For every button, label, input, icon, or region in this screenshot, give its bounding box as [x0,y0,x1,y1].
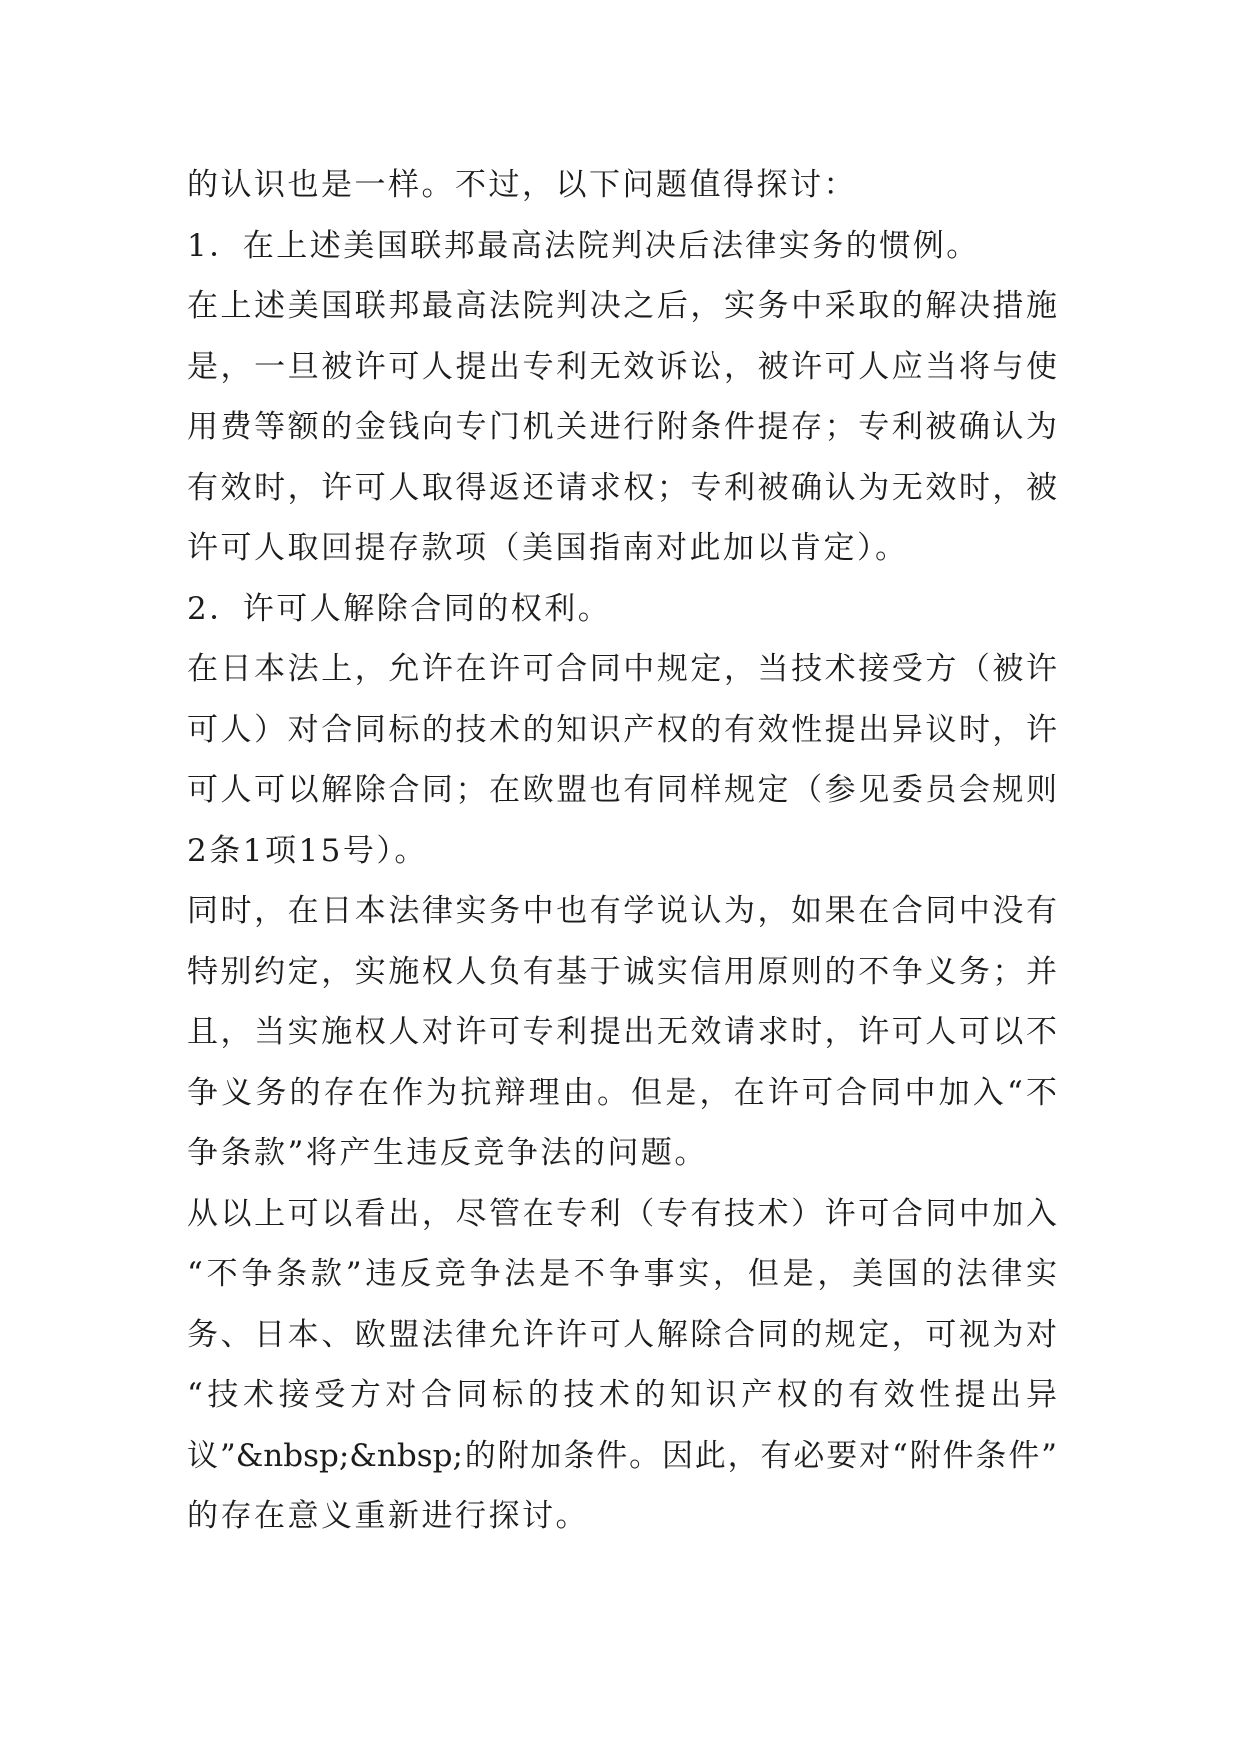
text-line: 从以上可以看出，尽管在专利（专有技术）许可合同中加入 [187,1195,1057,1232]
text-line: “技术接受方对合同标的技术的知识产权的有效性提出异 [187,1377,1057,1413]
text-line: 有效时，许可人取得返还请求权；专利被确认为无效时，被 [187,469,1057,506]
text-line: 同时，在日本法律实务中也有学说认为，如果在合同中没有 [187,893,1057,929]
text-line: 在上述美国联邦最高法院判决之后，实务中采取的解决措施 [187,288,1057,324]
text-line: 议”&nbsp;&nbsp;的附加条件。因此，有必要对“附件条件” [187,1437,1057,1474]
body-text [187,155,1057,1547]
text-line: 在日本法上，允许在许可合同中规定，当技术接受方（被许 [187,651,1057,687]
list-item-heading: 2．许可人解除合同的权利。 [187,590,612,627]
text-line: 可人可以解除合同；在欧盟也有同样规定（参见委员会规则 [187,772,1057,808]
text-line: 的存在意义重新进行探讨。 [187,1498,589,1534]
text-line: 许可人取回提存款项（美国指南对此加以肯定）。 [187,530,909,566]
text-line: 争义务的存在作为抗辩理由。但是，在许可合同中加入“不 [187,1074,1057,1111]
text-line: 的认识也是一样。不过，以下问题值得探讨： [187,167,857,203]
list-item-heading: 1．在上述美国联邦最高法院判决后法律实务的惯例。 [187,227,980,264]
text-line: 特别约定，实施权人负有基于诚实信用原则的不争义务；并 [187,953,1057,990]
text-line: 争条款”将产生违反竞争法的问题。 [187,1135,708,1171]
text-line: 是，一旦被许可人提出专利无效诉讼，被许可人应当将与使 [187,348,1057,385]
text-line: 用费等额的金钱向专门机关进行附条件提存；专利被确认为 [187,409,1057,445]
text-line: 2条1项15号）。 [187,832,428,869]
text-line: 且，当实施权人对许可专利提出无效请求时，许可人可以不 [187,1014,1057,1050]
text-line: 可人）对合同标的技术的知识产权的有效性提出异议时，许 [187,711,1057,748]
text-line: “不争条款”违反竞争法是不争事实，但是，美国的法律实 [187,1256,1057,1292]
text-line: 务、日本、欧盟法律允许许可人解除合同的规定，可视为对 [187,1316,1057,1353]
